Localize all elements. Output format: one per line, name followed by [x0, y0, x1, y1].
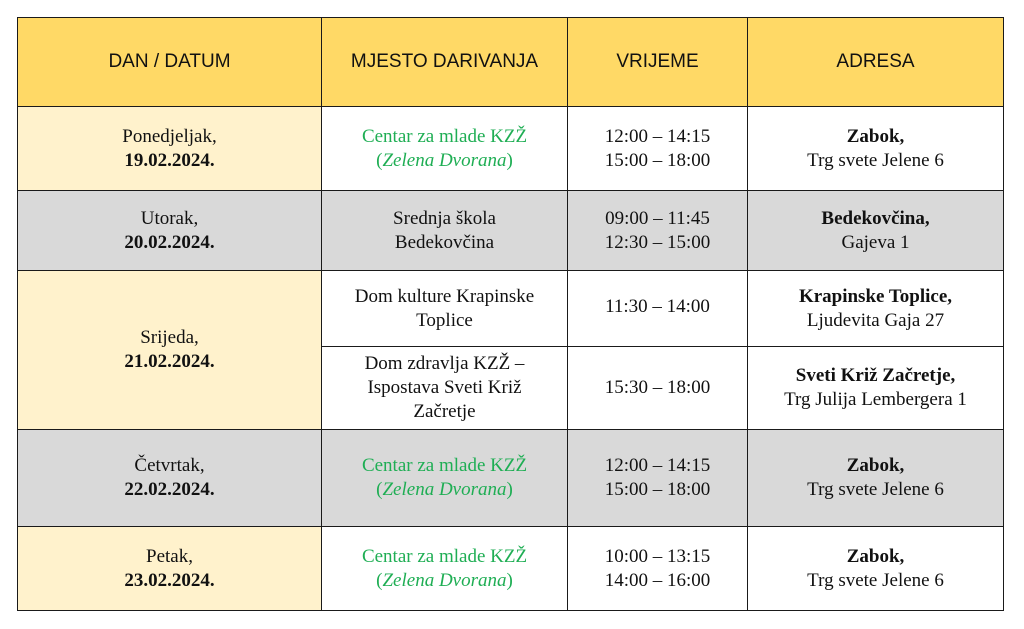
- place-sub: Zelena Dvorana: [382, 569, 507, 591]
- place-cell: Centar za mlade KZŽ (Zelena Dvorana): [322, 107, 568, 191]
- address-city: Sveti Križ Začretje,: [795, 365, 956, 386]
- day-date: 21.02.2024.: [124, 351, 215, 372]
- place-name: Dom zdravlja KZŽ –: [364, 353, 525, 374]
- time-slot: 15:30 – 18:00: [604, 377, 711, 398]
- place-name-line2: Bedekovčina: [394, 231, 495, 253]
- table-row: [18, 430, 1004, 527]
- time-slot: 12:00 – 14:15: [604, 125, 711, 147]
- time-slot: 10:00 – 13:15: [604, 545, 711, 567]
- donation-schedule-table: [17, 17, 1004, 611]
- place-cell: Centar za mlade KZŽ (Zelena Dvorana): [322, 430, 568, 527]
- place-sub: Zelena Dvorana: [382, 149, 507, 171]
- table-row: [18, 191, 1004, 271]
- place-name-line2: Ispostava Sveti Križ: [367, 377, 522, 398]
- place-cell: [322, 191, 568, 271]
- time-slot: 15:00 – 18:00: [604, 479, 711, 500]
- place-name-line3: Začretje: [413, 401, 476, 422]
- day-name: Utorak,: [140, 207, 199, 229]
- place-cell: [322, 347, 568, 430]
- table-row: [18, 107, 1004, 191]
- address-street: Trg Julija Lembergera 1: [784, 389, 967, 410]
- header-day-date: DAN / DATUM: [18, 18, 322, 107]
- place-cell: [322, 271, 568, 347]
- address-street: Trg svete Jelene 6: [807, 479, 944, 500]
- address-city: Krapinske Toplice,: [798, 285, 953, 307]
- place-name: Centar za mlade KZŽ: [361, 545, 528, 567]
- table-row: [18, 527, 1004, 611]
- day-name: Četvrtak,: [134, 455, 205, 476]
- time-cell: [568, 527, 748, 611]
- place-sub: Zelena Dvorana: [382, 479, 507, 500]
- header-place: MJESTO DARIVANJA: [322, 18, 568, 107]
- time-slot: 09:00 – 11:45: [605, 207, 710, 229]
- time-slot: 12:00 – 14:15: [604, 455, 711, 476]
- day-cell: [18, 271, 322, 430]
- address-street: Ljudevita Gaja 27: [806, 309, 945, 331]
- time-cell: [568, 347, 748, 430]
- day-cell: [18, 527, 322, 611]
- time-cell: [568, 191, 748, 271]
- time-cell: [568, 430, 748, 527]
- address-city: Zabok,: [846, 125, 905, 147]
- header-row: [18, 18, 1004, 107]
- day-date: 20.02.2024.: [124, 231, 215, 253]
- header-time: VRIJEME: [568, 18, 748, 107]
- address-city: Bedekovčina,: [821, 207, 930, 229]
- time-cell: [568, 271, 748, 347]
- address-cell: [748, 430, 1004, 527]
- address-city: Zabok,: [846, 545, 905, 567]
- day-date: 23.02.2024.: [124, 569, 215, 591]
- place-name: Srednja škola: [393, 207, 496, 229]
- day-name: Ponedjeljak,: [122, 125, 217, 147]
- address-street: Trg svete Jelene 6: [807, 149, 944, 171]
- place-name-line2: Toplice: [416, 309, 473, 331]
- time-cell: [568, 107, 748, 191]
- address-cell: [748, 271, 1004, 347]
- time-slot: 15:00 – 18:00: [604, 149, 711, 171]
- header-address: ADRESA: [748, 18, 1004, 107]
- day-cell: [18, 191, 322, 271]
- day-name: Srijeda,: [140, 327, 199, 348]
- time-slot: 12:30 – 15:00: [604, 231, 711, 253]
- address-cell: [748, 107, 1004, 191]
- day-cell: [18, 430, 322, 527]
- time-slot: 11:30 – 14:00: [605, 296, 710, 317]
- place-name: Centar za mlade KZŽ: [361, 455, 528, 476]
- day-date: 22.02.2024.: [124, 479, 215, 500]
- address-cell: [748, 347, 1004, 430]
- address-cell: [748, 527, 1004, 611]
- day-name: Petak,: [146, 545, 193, 567]
- table-row: [18, 271, 1004, 347]
- day-cell: [18, 107, 322, 191]
- address-cell: [748, 191, 1004, 271]
- place-name: Centar za mlade KZŽ: [361, 125, 528, 147]
- time-slot: 14:00 – 16:00: [604, 569, 711, 591]
- address-street: Trg svete Jelene 6: [807, 569, 944, 591]
- day-date: 19.02.2024.: [124, 149, 215, 171]
- address-city: Zabok,: [846, 455, 905, 476]
- address-street: Gajeva 1: [841, 231, 910, 253]
- place-cell: Centar za mlade KZŽ (Zelena Dvorana): [322, 527, 568, 611]
- place-name: Dom kulture Krapinske: [354, 285, 535, 307]
